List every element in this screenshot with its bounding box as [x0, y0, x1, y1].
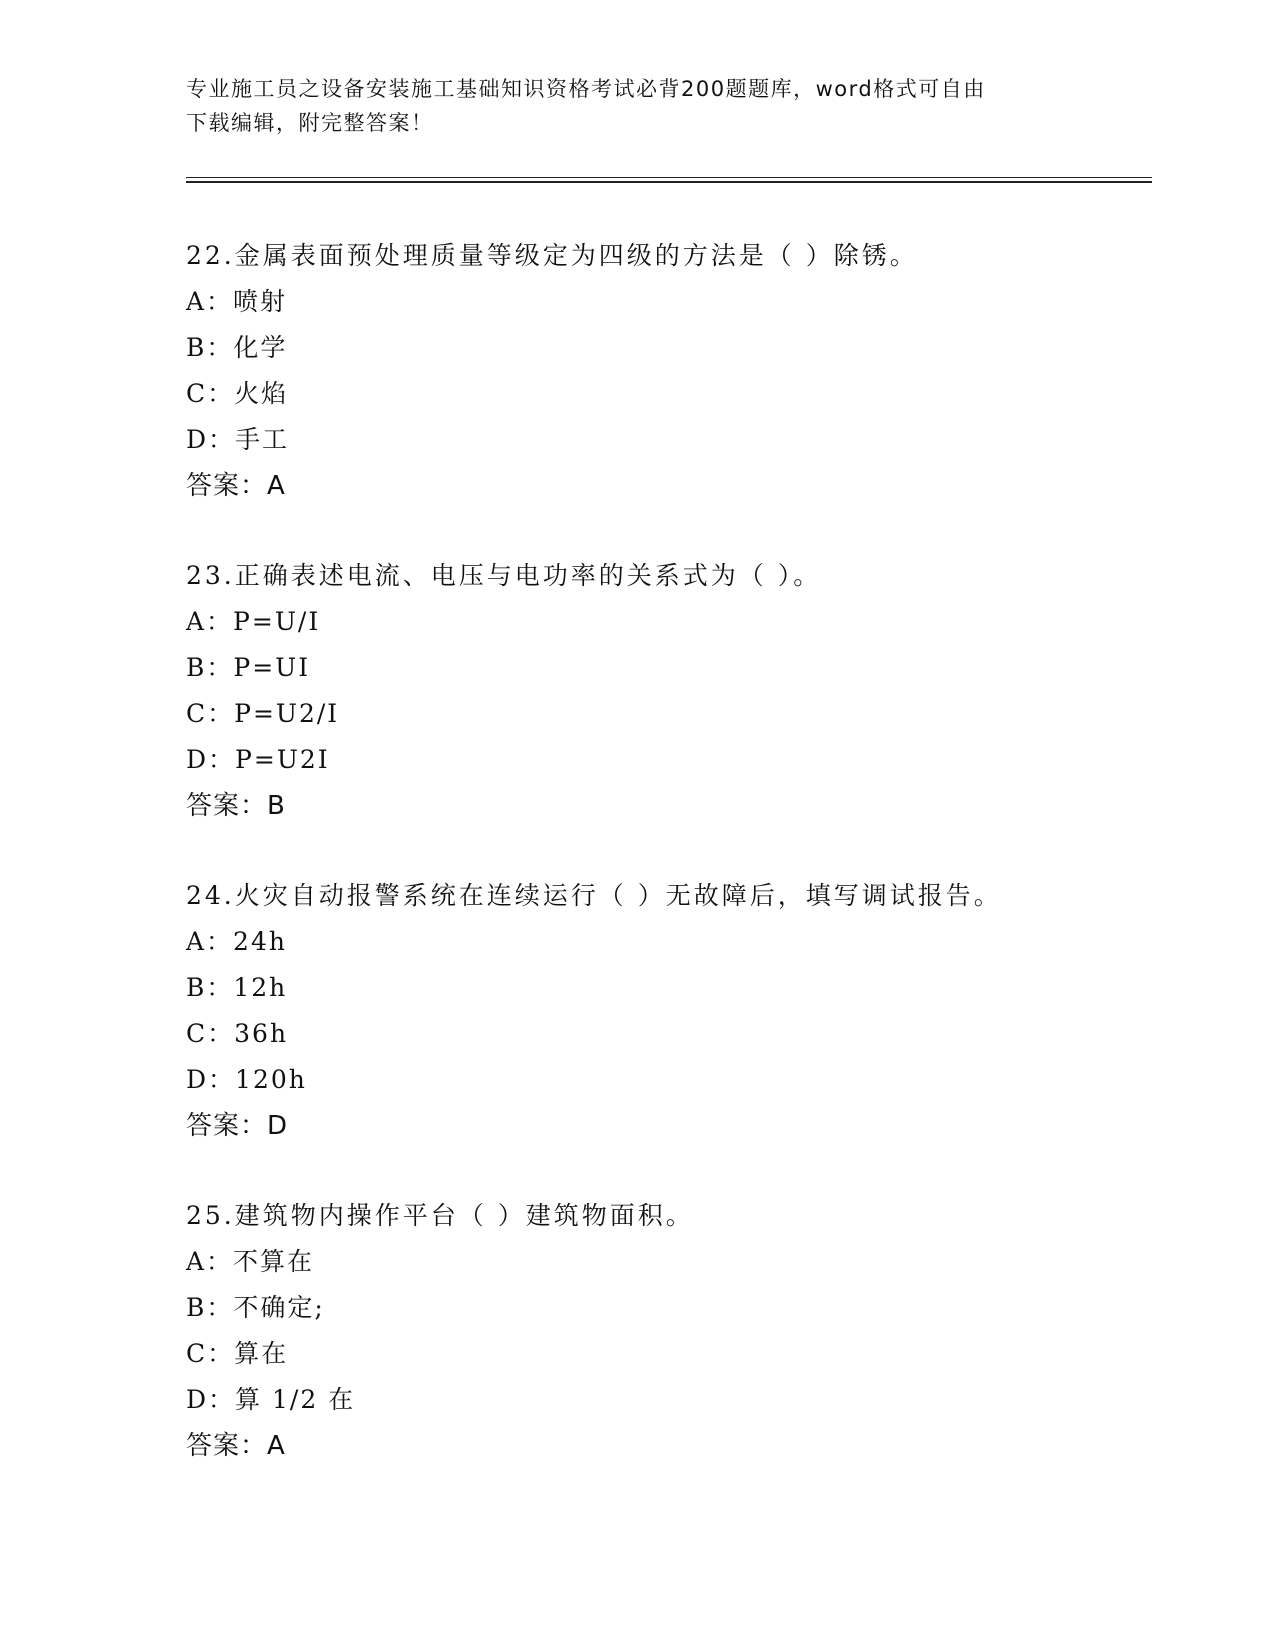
question-stem: 22.金属表面预处理质量等级定为四级的方法是（ ）除锈。	[186, 241, 918, 270]
option-a: A：喷射	[186, 287, 288, 316]
answer: 答案：B	[186, 791, 286, 821]
header-divider-thin	[186, 177, 1152, 178]
question-23	[186, 553, 1166, 829]
option-c: C：36h	[186, 1019, 289, 1048]
option-b: B：不确定;	[186, 1293, 325, 1322]
answer: 答案：A	[186, 471, 286, 501]
answer: 答案：D	[186, 1111, 289, 1141]
option-b: B：P=UI	[186, 653, 311, 682]
option-d: D：手工	[186, 425, 290, 454]
question-24	[186, 873, 1166, 1149]
document-header	[186, 72, 1086, 140]
question-stem: 25.建筑物内操作平台（ ）建筑物面积。	[186, 1201, 694, 1230]
answer: 答案：A	[186, 1431, 286, 1461]
question-stem: 24.火灾自动报警系统在连续运行（ ）无故障后，填写调试报告。	[186, 881, 1002, 910]
option-b: B：化学	[186, 333, 288, 362]
option-d: D：P=U2I	[186, 745, 330, 774]
header-divider-thick	[186, 181, 1152, 183]
question-22	[186, 233, 1166, 509]
header-line-1: 专业施工员之设备安装施工基础知识资格考试必背200题题库，word格式可自由	[186, 77, 986, 101]
option-c: C：P=U2/I	[186, 699, 340, 728]
option-d: D：算 1/2 在	[186, 1385, 356, 1414]
option-b: B：12h	[186, 973, 288, 1002]
question-stem: 23.正确表述电流、电压与电功率的关系式为（ ）。	[186, 561, 822, 590]
question-25	[186, 1193, 1166, 1469]
option-a: A：P=U/I	[186, 607, 321, 636]
option-a: A：24h	[186, 927, 287, 956]
option-a: A：不算在	[186, 1247, 315, 1276]
option-d: D：120h	[186, 1065, 307, 1094]
option-c: C：算在	[186, 1339, 289, 1368]
header-line-2: 下载编辑，附完整答案！	[186, 111, 434, 135]
option-c: C：火焰	[186, 379, 289, 408]
